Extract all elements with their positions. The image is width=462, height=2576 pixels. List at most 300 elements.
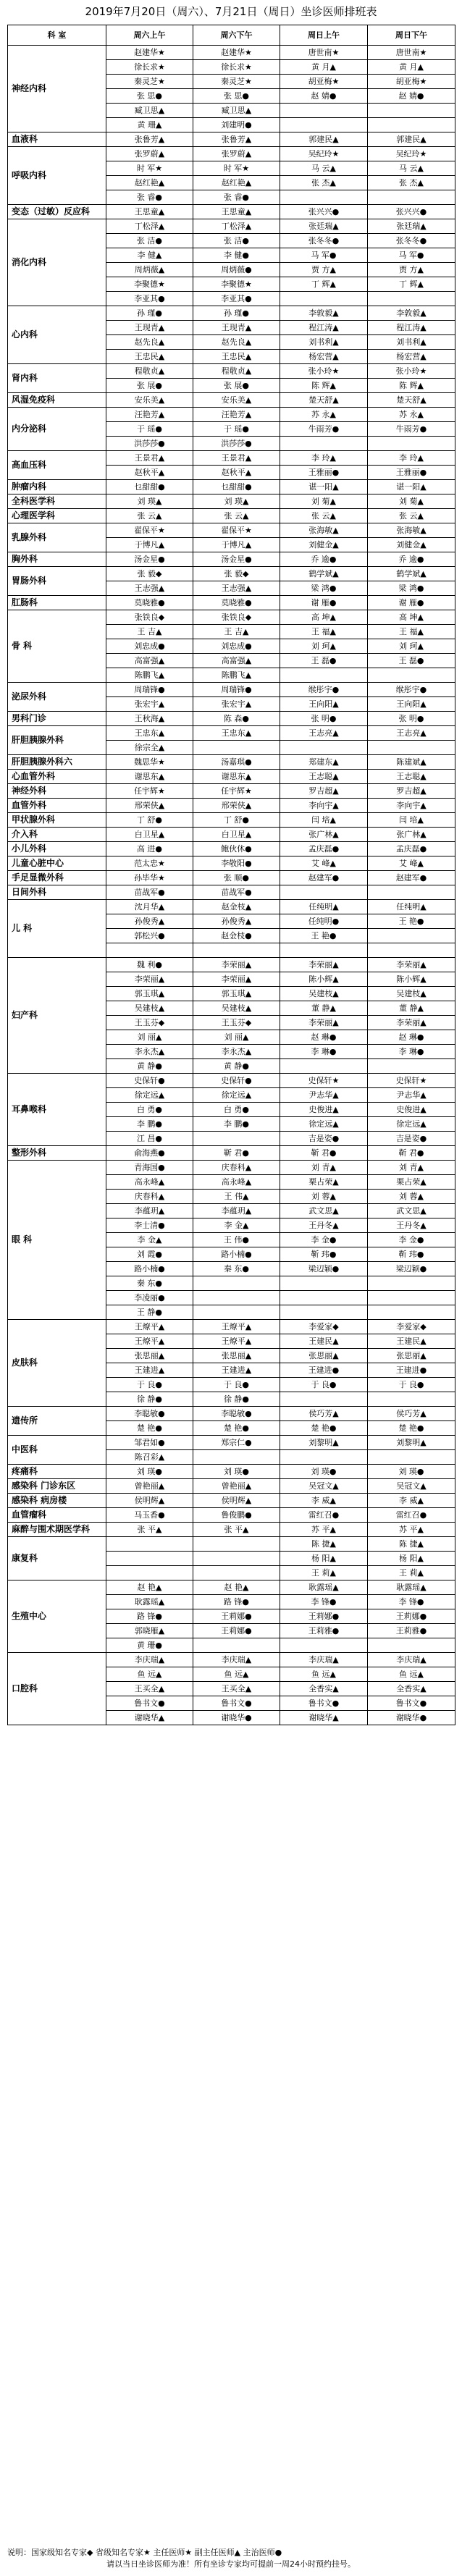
doctor-cell: 陈建斌▲	[368, 755, 455, 770]
department-name: 感染科 病房楼	[8, 1494, 106, 1508]
doctor-cell	[368, 104, 455, 118]
doctor-cell: 张 睿●	[106, 190, 193, 205]
department-name: 皮肤科	[8, 1320, 106, 1407]
doctor-cell: 王莉娜●	[280, 1609, 368, 1624]
doctor-cell: 丁松泽▲	[193, 219, 280, 234]
doctor-cell: 邢荣侠▲	[193, 799, 280, 813]
doctor-cell	[280, 292, 368, 306]
doctor-cell: 李 威▲	[368, 1494, 455, 1508]
doctor-cell: 王志聪▲	[368, 770, 455, 784]
doctor-cell: 谢思东▲	[106, 770, 193, 784]
doctor-cell: 耿露瑶▲	[368, 1580, 455, 1595]
doctor-cell: 赵 艳▲	[193, 1580, 280, 1595]
doctor-cell: 赵 婧●	[280, 89, 368, 104]
doctor-cell: 杨宏营▲	[368, 350, 455, 364]
table-row	[8, 726, 455, 741]
doctor-cell: 曾艳丽▲	[106, 1479, 193, 1494]
doctor-cell: 张 云▲	[280, 509, 368, 523]
doctor-cell: 徐定远▲	[280, 1117, 368, 1132]
doctor-cell: 乔 逾●	[368, 552, 455, 567]
footer-notice: 请以当日坐诊医师为准！所有坐诊专家均可提前一周24小时预约挂号。	[106, 2559, 356, 2569]
doctor-cell: 艾 峰▲	[368, 856, 455, 871]
department-name: 口腔科	[8, 1653, 106, 1725]
doctor-cell: 王莉娜●	[193, 1624, 280, 1638]
doctor-cell: 贾 方▲	[280, 263, 368, 277]
doctor-cell: 栗占荣▲	[368, 1175, 455, 1190]
doctor-cell: 李 玲▲	[368, 451, 455, 466]
doctor-cell: 洪莎莎●	[193, 437, 280, 451]
doctor-cell	[280, 1276, 368, 1291]
table-row	[8, 1479, 455, 1494]
doctor-cell: 李敦毅▲	[368, 306, 455, 321]
doctor-cell	[368, 929, 455, 943]
doctor-cell: 刘健金▲	[280, 538, 368, 552]
doctor-cell: 鱼 远▲	[368, 1667, 455, 1682]
doctor-cell: 马 云▲	[280, 161, 368, 176]
doctor-cell: 张 展●	[106, 379, 193, 393]
doctor-cell: 李荣丽▲	[368, 958, 455, 972]
doctor-cell: 赵秋平▲	[193, 466, 280, 480]
table-row	[8, 755, 455, 770]
doctor-cell: 郭建民▲	[280, 132, 368, 147]
doctor-cell: 李荣丽▲	[368, 1016, 455, 1030]
doctor-cell: 黄 珊●	[106, 1638, 193, 1653]
doctor-cell: 张冬冬●	[368, 234, 455, 248]
doctor-cell	[106, 943, 193, 958]
doctor-cell: 张 云▲	[193, 509, 280, 523]
doctor-cell: 刘黎明▲	[280, 1436, 368, 1450]
doctor-cell: 王买全▲	[193, 1682, 280, 1696]
doctor-cell: 邢荣侠▲	[106, 799, 193, 813]
department-name: 消化内科	[8, 219, 106, 306]
doctor-cell: 罗吉超▲	[368, 784, 455, 799]
doctor-cell: 史俊进▲	[280, 1103, 368, 1117]
doctor-cell: 刘健金▲	[368, 538, 455, 552]
doctor-cell: 李士清●	[106, 1218, 193, 1233]
doctor-cell: 梁 鸿●	[368, 581, 455, 596]
department-name: 胸外科	[8, 552, 106, 567]
department-name: 心内科	[8, 306, 106, 364]
doctor-cell: 赵红艳▲	[193, 176, 280, 190]
doctor-cell: 李向宇▲	[280, 799, 368, 813]
doctor-cell: 刘 瑛●	[368, 1465, 455, 1479]
header-department: 科 室	[8, 25, 106, 46]
page-title: 2019年7月20日（周六）、7月21日（周日）坐诊医师排班表	[85, 5, 377, 18]
doctor-cell: 王莉雅●	[280, 1624, 368, 1638]
department-name: 生殖中心	[8, 1580, 106, 1653]
doctor-cell: 王忠民▲	[106, 350, 193, 364]
doctor-cell: 苗战军●	[106, 885, 193, 900]
doctor-cell	[368, 885, 455, 900]
department-name: 骨 科	[8, 610, 106, 683]
doctor-cell: 张 毅◆	[193, 567, 280, 581]
doctor-cell: 汤金星●	[106, 552, 193, 567]
department-name: 泌尿外科	[8, 683, 106, 712]
doctor-cell: 楚 艳●	[368, 1421, 455, 1436]
doctor-cell: 张 明●	[368, 712, 455, 726]
doctor-cell: 张铁良◆	[193, 610, 280, 625]
footer-notes	[7, 2547, 455, 2570]
doctor-cell: 白 勇●	[106, 1103, 193, 1117]
doctor-cell: 马玉香●	[106, 1508, 193, 1523]
department-name: 神经外科	[8, 784, 106, 799]
doctor-cell: 郭松兴●	[106, 929, 193, 943]
doctor-cell: 刘 珂▲	[368, 639, 455, 654]
doctor-cell: 全香实▲	[368, 1682, 455, 1696]
doctor-cell	[368, 1291, 455, 1305]
doctor-cell: 张 展●	[193, 379, 280, 393]
doctor-cell: 黄 月▲	[280, 60, 368, 75]
doctor-cell: 王 吉▲	[106, 625, 193, 639]
doctor-cell: 张 明●	[280, 712, 368, 726]
doctor-cell: 楚 艳●	[193, 1421, 280, 1436]
doctor-cell: 谢思东▲	[193, 770, 280, 784]
department-name: 血液科	[8, 132, 106, 147]
doctor-cell: 安乐美▲	[193, 393, 280, 408]
department-name: 介入科	[8, 828, 106, 842]
doctor-cell: 任宇辉★	[106, 784, 193, 799]
header-sun-am: 周日上午	[280, 25, 368, 46]
doctor-cell: 王燎平▲	[193, 1320, 280, 1334]
doctor-cell: 陈 捷▲	[368, 1537, 455, 1552]
doctor-cell: 白卫星▲	[193, 828, 280, 842]
doctor-cell: 高 坤▲	[368, 610, 455, 625]
table-row	[8, 132, 455, 147]
doctor-cell: 俞海燕●	[106, 1146, 193, 1161]
doctor-cell: 马 军●	[280, 248, 368, 263]
schedule-table	[7, 25, 455, 1725]
doctor-cell: 刘建明●	[193, 118, 280, 132]
doctor-cell: 王志聪▲	[280, 770, 368, 784]
doctor-cell	[280, 1305, 368, 1320]
doctor-cell: 王 艳●	[368, 914, 455, 929]
doctor-cell: 王莉娜●	[193, 1609, 280, 1624]
doctor-cell: 王 磊●	[368, 654, 455, 668]
doctor-cell: 李荣丽▲	[106, 972, 193, 987]
doctor-cell	[280, 1059, 368, 1074]
doctor-cell: 刘 青▲	[280, 1161, 368, 1175]
doctor-cell: 孙毕华★	[106, 871, 193, 885]
doctor-cell: 李 威▲	[280, 1494, 368, 1508]
doctor-cell: 张鲁芳▲	[193, 132, 280, 147]
doctor-cell: 刘 丽▲	[106, 1030, 193, 1045]
doctor-cell: 张宏宇▲	[193, 697, 280, 712]
doctor-cell	[280, 668, 368, 683]
doctor-cell	[280, 1291, 368, 1305]
doctor-cell: 谌一阳▲	[280, 480, 368, 494]
doctor-cell: 陈召彩▲	[106, 1450, 193, 1465]
table-row	[8, 480, 455, 494]
table-row	[8, 1465, 455, 1479]
department-name: 肿瘤内科	[8, 480, 106, 494]
doctor-cell: 艾 峰▲	[280, 856, 368, 871]
doctor-cell: 李蕴玥▲	[193, 1204, 280, 1218]
doctor-cell: 张罗蔚▲	[193, 147, 280, 161]
doctor-cell: 侯明辉▲	[193, 1494, 280, 1508]
doctor-cell: 闫 培▲	[368, 813, 455, 828]
doctor-cell	[368, 1392, 455, 1407]
doctor-cell: 张廷瑞▲	[280, 219, 368, 234]
doctor-cell: 黄 月▲	[368, 60, 455, 75]
doctor-cell: 张 云▲	[106, 509, 193, 523]
table-row	[8, 205, 455, 219]
table-row	[8, 1161, 455, 1175]
doctor-cell: 张兴兴●	[368, 205, 455, 219]
doctor-cell: 路 锋●	[106, 1609, 193, 1624]
doctor-cell: 程江涛▲	[368, 321, 455, 335]
table-row	[8, 147, 455, 161]
doctor-cell: 任纯明▲	[368, 900, 455, 914]
department-name: 整形外科	[8, 1146, 106, 1161]
doctor-cell: 周瑞锋●	[106, 683, 193, 697]
doctor-cell: 赵 婧●	[368, 89, 455, 104]
doctor-cell: 黄 静●	[106, 1059, 193, 1074]
doctor-cell: 刘 丽▲	[193, 1030, 280, 1045]
doctor-cell: 王玉芬◆	[106, 1016, 193, 1030]
department-name: 遗传所	[8, 1407, 106, 1436]
table-row	[8, 784, 455, 799]
doctor-cell: 张海敏▲	[368, 523, 455, 538]
doctor-cell: 楚 艳●	[106, 1421, 193, 1436]
doctor-cell: 李 金▲	[193, 1218, 280, 1233]
doctor-cell: 吴建枝▲	[368, 987, 455, 1001]
doctor-cell: 青海国●	[106, 1161, 193, 1175]
doctor-cell: 高 进●	[106, 842, 193, 856]
doctor-cell: 陈 辉▲	[280, 379, 368, 393]
doctor-cell: 李 鹏●	[193, 1117, 280, 1132]
doctor-cell: 闫 培▲	[280, 813, 368, 828]
doctor-cell: 陈小辉▲	[280, 972, 368, 987]
doctor-cell: 于 瑶●	[106, 422, 193, 437]
department-name: 妇产科	[8, 958, 106, 1074]
department-name: 神经内科	[8, 46, 106, 132]
doctor-cell: 徐长求★	[106, 60, 193, 75]
doctor-cell: 鲍伙休●	[193, 842, 280, 856]
table-row	[8, 885, 455, 900]
doctor-cell: 栗占荣▲	[280, 1175, 368, 1190]
doctor-cell: 唐世南★	[280, 46, 368, 60]
doctor-cell: 李亚其●	[106, 292, 193, 306]
doctor-cell	[368, 190, 455, 205]
doctor-cell: 史俊进▲	[368, 1103, 455, 1117]
doctor-cell: 王建进●	[368, 1363, 455, 1378]
doctor-cell: 刘 瑛▲	[106, 494, 193, 509]
doctor-cell: 任宇辉★	[193, 784, 280, 799]
doctor-cell: 张兴兴●	[280, 205, 368, 219]
doctor-cell: 鱼 远▲	[193, 1667, 280, 1682]
doctor-cell: 王 吉▲	[193, 625, 280, 639]
doctor-cell: 王秋海▲	[106, 712, 193, 726]
table-row	[8, 1407, 455, 1421]
doctor-cell: 黄 珊▲	[106, 118, 193, 132]
doctor-cell: 杨 阳▲	[280, 1552, 368, 1566]
doctor-cell	[193, 1450, 280, 1465]
doctor-cell	[193, 1638, 280, 1653]
department-name: 疼痛科	[8, 1465, 106, 1479]
doctor-cell: 苏 平▲	[368, 1523, 455, 1537]
doctor-cell: 徐长求★	[193, 60, 280, 75]
doctor-cell: 李敦毅▲	[280, 306, 368, 321]
doctor-cell: 于 瑶●	[193, 422, 280, 437]
doctor-cell: 李 玲▲	[280, 451, 368, 466]
doctor-cell: 李亚其●	[193, 292, 280, 306]
doctor-cell: 王忠东▲	[106, 726, 193, 741]
table-row	[8, 1580, 455, 1595]
doctor-cell: 孟庆磊●	[368, 842, 455, 856]
doctor-cell: 孙 瑾●	[106, 306, 193, 321]
doctor-cell	[368, 118, 455, 132]
table-row	[8, 509, 455, 523]
doctor-cell: 杨 阳▲	[368, 1552, 455, 1566]
doctor-cell: 张海敏▲	[280, 523, 368, 538]
doctor-cell: 李爱家◆	[368, 1320, 455, 1334]
header-row	[8, 25, 455, 46]
doctor-cell: 陈 森●	[193, 712, 280, 726]
doctor-cell: 张广林▲	[280, 828, 368, 842]
doctor-cell: 周炳薇▲	[106, 263, 193, 277]
doctor-cell: 武文思▲	[368, 1204, 455, 1218]
doctor-cell: 刘 瑛●	[280, 1465, 368, 1479]
doctor-cell: 丁 辉▲	[280, 277, 368, 292]
doctor-cell: 高永峰▲	[193, 1175, 280, 1190]
doctor-cell: 丁 舒●	[193, 813, 280, 828]
doctor-cell: 楚天舒▲	[368, 393, 455, 408]
department-name: 心理医学科	[8, 509, 106, 523]
doctor-cell: 丁 辉▲	[368, 277, 455, 292]
doctor-cell: 于 良●	[280, 1378, 368, 1392]
doctor-cell: 王向阳▲	[368, 697, 455, 712]
doctor-cell: 李 琳●	[368, 1045, 455, 1059]
doctor-cell: 王莉娜●	[368, 1609, 455, 1624]
doctor-cell: 邹君如●	[106, 1436, 193, 1450]
doctor-cell: 高永峰▲	[106, 1175, 193, 1190]
doctor-cell: 赵 琳●	[368, 1030, 455, 1045]
doctor-cell: 李荣丽▲	[280, 1016, 368, 1030]
doctor-cell: 路小楠●	[106, 1262, 193, 1276]
table-row	[8, 219, 455, 234]
doctor-cell: 刘 蓉▲	[368, 1190, 455, 1204]
doctor-cell: 张 顺●	[193, 871, 280, 885]
doctor-cell: 吴建枝▲	[106, 1001, 193, 1016]
doctor-cell: 张宏宇▲	[106, 697, 193, 712]
doctor-cell: 王丹冬▲	[368, 1218, 455, 1233]
table-row	[8, 451, 455, 466]
doctor-cell	[368, 1276, 455, 1291]
doctor-cell	[106, 1566, 193, 1580]
doctor-cell: 王向阳▲	[280, 697, 368, 712]
footer-legend: 说明：国家级知名专家◆ 省级知名专家★ 主任医师★ 副主任医师▲ 主治医师●	[7, 2548, 282, 2557]
doctor-cell: 张思丽▲	[280, 1349, 368, 1363]
doctor-cell: 赵先良▲	[106, 335, 193, 350]
doctor-cell: 郑建东▲	[280, 755, 368, 770]
doctor-cell: 张思丽▲	[193, 1349, 280, 1363]
doctor-cell	[193, 943, 280, 958]
doctor-cell: 赵金枝▲	[193, 900, 280, 914]
doctor-cell: 尹志华▲	[280, 1088, 368, 1103]
doctor-cell: 马 云▲	[368, 161, 455, 176]
doctor-cell	[368, 1450, 455, 1465]
doctor-cell: 张 洁●	[106, 234, 193, 248]
doctor-cell: 李荣丽▲	[193, 972, 280, 987]
doctor-cell: 王 伟▲	[193, 1190, 280, 1204]
department-name: 变态（过敏）反应科	[8, 205, 106, 219]
doctor-cell: 张思丽▲	[368, 1349, 455, 1363]
doctor-cell: 陈鹏飞▲	[106, 668, 193, 683]
doctor-cell: 徐宗全▲	[106, 741, 193, 755]
department-name: 血管外科	[8, 799, 106, 813]
header-sat-am: 周六上午	[106, 25, 193, 46]
doctor-cell: 王燎平▲	[106, 1334, 193, 1349]
doctor-cell: 赵建华★	[193, 46, 280, 60]
doctor-cell: 张 毅◆	[106, 567, 193, 581]
doctor-cell: 刘 霞●	[106, 1247, 193, 1262]
department-name: 甲状腺外科	[8, 813, 106, 828]
table-row	[8, 46, 455, 60]
doctor-cell: 耿露瑶▲	[280, 1580, 368, 1595]
table-row	[8, 900, 455, 914]
doctor-cell: 贾 方▲	[368, 263, 455, 277]
doctor-cell: 张罗蔚▲	[106, 147, 193, 161]
doctor-cell	[368, 437, 455, 451]
doctor-cell: 沈月华▲	[106, 900, 193, 914]
doctor-cell: 赵先良▲	[193, 335, 280, 350]
doctor-cell: 臧卫思▲	[193, 104, 280, 118]
doctor-cell: 史保轩★	[368, 1074, 455, 1088]
doctor-cell: 赵建军●	[280, 871, 368, 885]
doctor-cell: 孟庆磊●	[280, 842, 368, 856]
doctor-cell: 鲁书文●	[368, 1696, 455, 1711]
doctor-cell: 郭晓雁▲	[106, 1624, 193, 1638]
doctor-cell: 楚天舒▲	[280, 393, 368, 408]
doctor-cell: 赵建华★	[106, 46, 193, 60]
doctor-cell: 李蕴玥▲	[106, 1204, 193, 1218]
doctor-cell: 雷红召●	[368, 1508, 455, 1523]
doctor-cell	[106, 1537, 193, 1552]
doctor-cell: 苗战军●	[193, 885, 280, 900]
table-row	[8, 567, 455, 581]
doctor-cell	[193, 1566, 280, 1580]
doctor-cell	[368, 292, 455, 306]
doctor-cell: 王丹冬▲	[280, 1218, 368, 1233]
doctor-cell: 洪莎莎●	[106, 437, 193, 451]
doctor-cell: 李 健▲	[106, 248, 193, 263]
doctor-cell: 刘 青▲	[368, 1161, 455, 1175]
doctor-cell: 梁辺颖●	[368, 1262, 455, 1276]
doctor-cell: 徐定远▲	[193, 1088, 280, 1103]
department-name: 中医科	[8, 1436, 106, 1465]
doctor-cell: 董 静▲	[368, 1001, 455, 1016]
doctor-cell: 牛雨芳●	[280, 422, 368, 437]
doctor-cell: 吉是姿●	[280, 1132, 368, 1146]
table-row	[8, 1320, 455, 1334]
doctor-cell: 李向宇▲	[368, 799, 455, 813]
doctor-cell: 赵秋平▲	[106, 466, 193, 480]
doctor-cell: 王忠民▲	[193, 350, 280, 364]
doctor-cell: 刘忠成●	[106, 639, 193, 654]
doctor-cell: 李永杰▲	[193, 1045, 280, 1059]
table-row	[8, 842, 455, 856]
doctor-cell: 郭建民▲	[368, 132, 455, 147]
doctor-cell: 王买全▲	[106, 1682, 193, 1696]
doctor-cell: 孙 瑾●	[193, 306, 280, 321]
schedule-body	[8, 46, 455, 1725]
doctor-cell	[193, 1276, 280, 1291]
doctor-cell: 王建民▲	[280, 1334, 368, 1349]
doctor-cell: 高富强▲	[193, 654, 280, 668]
doctor-cell: 雷红召●	[280, 1508, 368, 1523]
doctor-cell: 李 锋●	[368, 1595, 455, 1609]
doctor-cell: 吴冠文▲	[368, 1479, 455, 1494]
